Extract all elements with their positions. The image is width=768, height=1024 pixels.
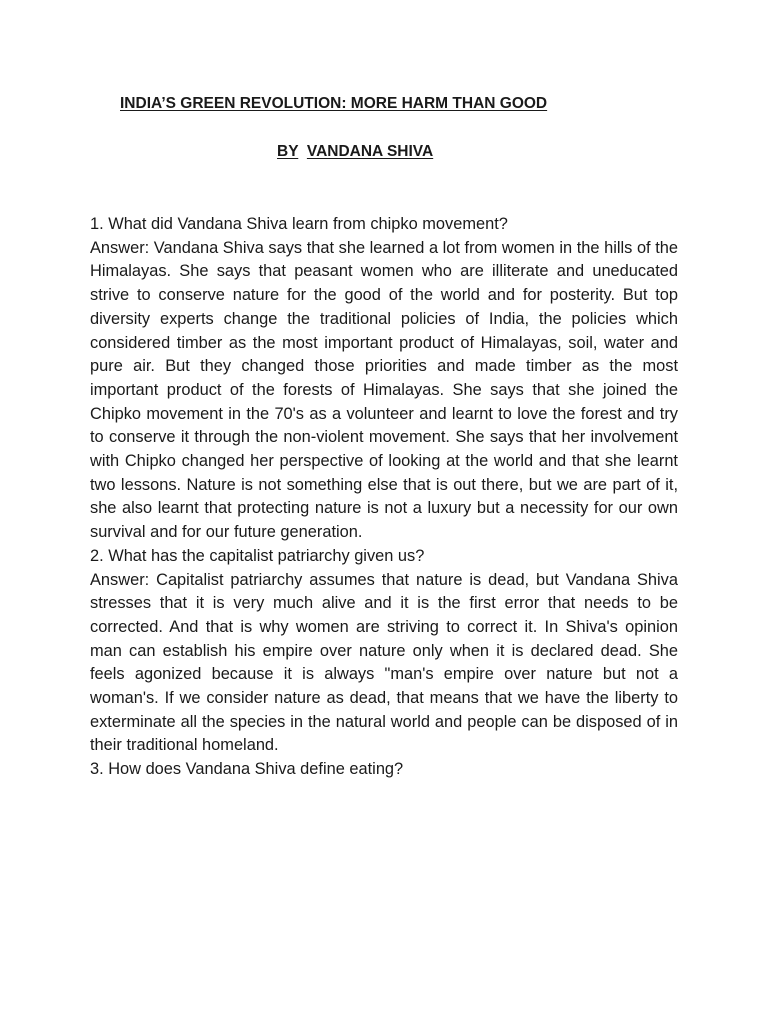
byline [277,143,433,161]
question-2: 2. What has the capitalist patriarchy given us? [90,546,425,565]
answer-2: Answer: Capitalist patriarchy assumes that nature is dead, but Vandana Shiva stresses that it is very much alive and it is the first error that needs to be corrected. And that is why women are striving to correct it. In Shiva's opinion man can establish his empire over nature only when it is declared dead. She feels agonized because it is always "man's empire over nature but not a woman's. If we consider nature as dead, that means that we have the liberty to exterminate all the species in the natural world and people can be disposed of in their traditional homeland. [90,570,678,755]
byline-author: VANDANA SHIVA [306,143,434,160]
question-1: 1. What did Vandana Shiva learn from chipko movement? [90,215,508,233]
byline-prefix: BY [277,143,299,160]
question-3: 3. How does Vandana Shiva define eating? [90,760,404,779]
document-body [90,213,678,782]
answer-1: Answer: Vandana Shiva says that she learned a lot from women in the hills of the Himalayas. She says that peasant women who are illiterate and uneducated strive to conserve nature for the good of the world and for posterity. But top diversity experts change the traditional policies of India, the policies which considered timber as the most important product of Himalayas, soil, water and pure air. But they changed those priorities and made timber as the most important product of the forests of Himalayas. She says that she joined the Chipko movement in the 70's as a volunteer and learnt to love the forest and try to conserve it through the non-violent movement. She says that her involvement with Chipko changed her perspective of looking at the world and that she learnt two lessons. Nature is not something else that is out there, but we are part of it, she also learnt that protecting nature is not a luxury but a necessity for our own survival and for our future generation. [90,238,678,542]
document-title: INDIA’S GREEN REVOLUTION: MORE HARM THAN GOOD [120,95,548,112]
